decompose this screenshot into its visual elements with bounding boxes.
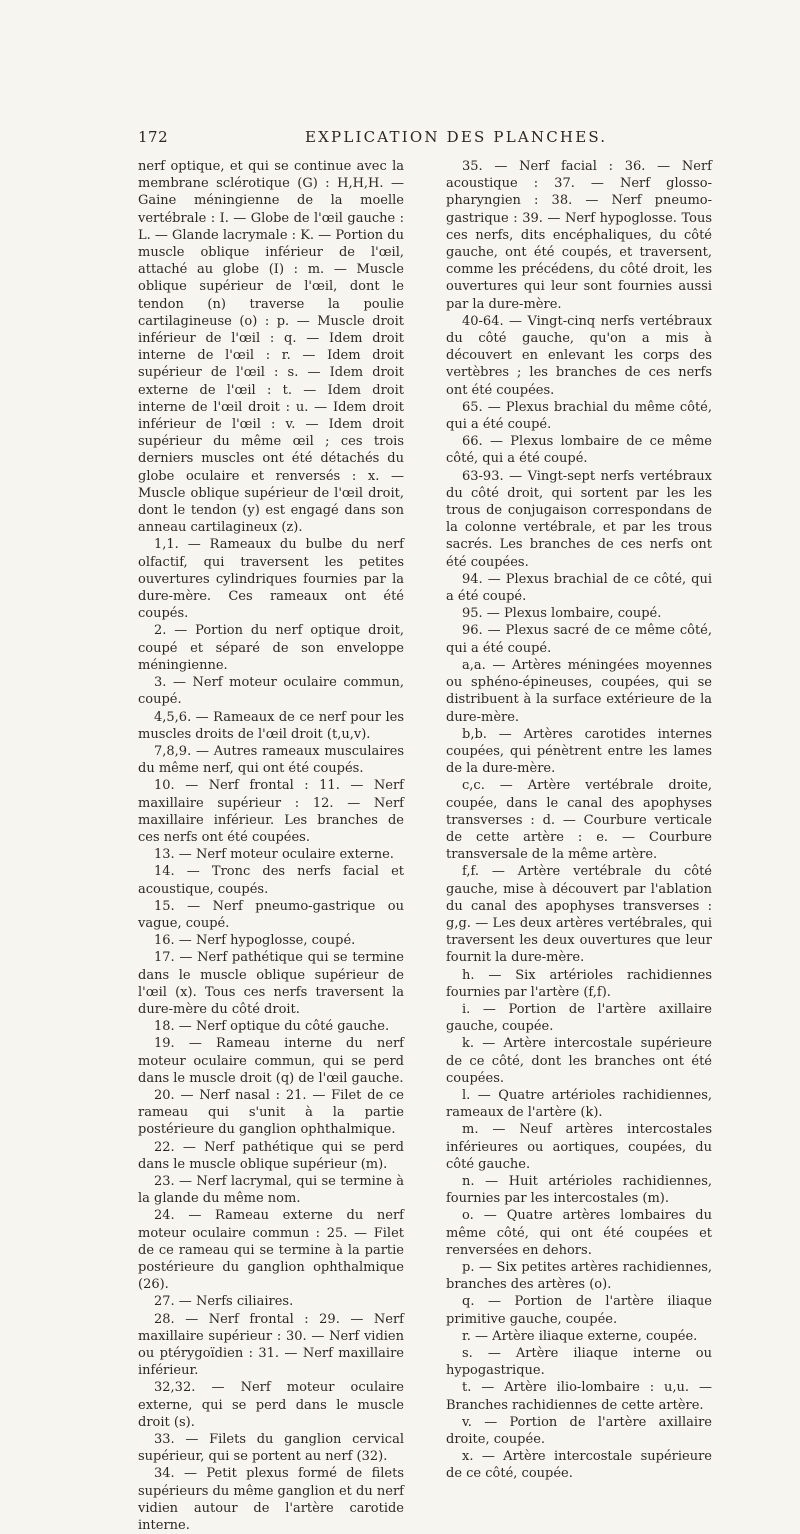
paragraph: 32,32. — Nerf moteur oculaire externe, qui se perd dans le muscle droit (s). (138, 1380, 404, 1430)
left-column (138, 158, 404, 1534)
paragraph: p. — Six petites artères rachidiennes, branches des artères (o). (446, 1260, 712, 1293)
paragraph: 20. — Nerf nasal : 21. — Filet de ce rameau qui s'unit à la partie postérieure du ganglion ophthalmique. (138, 1087, 404, 1138)
paragraph: 16. — Nerf hypoglosse, coupé. (154, 933, 356, 949)
paragraph: v. — Portion de l'artère axillaire droite, coupée. (446, 1414, 712, 1448)
paragraph: 4,5,6. — Rameaux de ce nerf pour les muscles droits de l'œil droit (t,u,v). (138, 709, 404, 742)
paragraph: m. — Neuf artères intercostales inférieures ou aortiques, coupées, du côté gauche. (446, 1122, 712, 1172)
page-number: 172 (138, 128, 169, 146)
paragraph: a,a. — Artères méningées moyennes ou sphéno-épineuses, coupées, qui se distribuent à la surface extérieure de la dure-mère. (446, 657, 712, 725)
paragraph: 18. — Nerf optique du côté gauche. (154, 1019, 390, 1035)
paragraph: 19. — Rameau interne du nerf moteur oculaire commun, qui se perd dans le muscle droit (q) de l'œil gauche. (138, 1036, 404, 1086)
paragraph: 66. — Plexus lombaire de ce même côté, qui a été coupé. (446, 434, 712, 467)
paragraph: 34. — Petit plexus formé de filets supérieurs du même ganglion et du nerf vidien autour de l'artère carotide interne. (138, 1466, 404, 1534)
running-head: EXPLICATION DES PLANCHES. (305, 128, 608, 146)
paragraph: 2. — Portion du nerf optique droit, coupé et séparé de son enveloppe méningienne. (138, 623, 404, 673)
paragraph: s. — Artère iliaque interne ou hypogastrique. (446, 1346, 712, 1379)
paragraph: f,f. — Artère vertébrale du côté gauche, mise à découvert par l'ablation du canal des apophyses transverses : g,g. — Les deux artères vertébrales, qui traversent les deux ouvertures que leur fournit la dure-mère. (446, 864, 712, 966)
paragraph: 1,1. — Rameaux du bulbe du nerf olfactif, qui traversent les petites ouvertures cylindriques fournies par la dure-mère. Ces rameaux ont été coupés. (138, 537, 404, 622)
paragraph: 24. — Rameau externe du nerf moteur oculaire commun : 25. — Filet de ce rameau qui se termine à la partie postérieure du ganglion ophthalmique (26). (138, 1208, 404, 1293)
paragraph: 17. — Nerf pathétique qui se termine dans le muscle oblique supérieur de l'œil (x). Tous ces nerfs traversent la dure-mère du côté droit. (138, 950, 404, 1017)
paragraph: 15. — Nerf pneumo-gastrique ou vague, coupé. (138, 898, 404, 931)
paragraph: 27. — Nerfs ciliaires. (154, 1294, 294, 1310)
paragraph: k. — Artère intercostale supérieure de ce côté, dont les branches ont été coupées. (446, 1036, 712, 1086)
paragraph: 35. — Nerf facial : 36. — Nerf acoustique : 37. — Nerf glosso-pharyngien : 38. — Nerf pneumo-gastrique : 39. — Nerf hypoglosse. Tous ces nerfs, dits encéphaliques, du côté gauche, ont été coupés, et traversent, comme les précédens, du côté droit, les ouvertures qui leur sont fournies aussi par la dure-mère. (446, 159, 712, 312)
paragraph: 10. — Nerf frontal : 11. — Nerf maxillaire supérieur : 12. — Nerf maxillaire inférieur. Les branches de ces nerfs ont été coupées. (138, 778, 404, 845)
paragraph: o. — Quatre artères lombaires du même côté, qui ont été coupées et renversées en dehors. (446, 1208, 712, 1258)
right-column (446, 158, 712, 1483)
paragraph: 63-93. — Vingt-sept nerfs vertébraux du côté droit, qui sortent par les les trous de conjugaison correspondans de la colonne vertébrale, et par les trous sacrés. Les branches de ces nerfs ont été coupées. (446, 468, 712, 570)
paragraph: h. — Six artérioles rachidiennes fournies par l'artère (f,f). (446, 967, 712, 1000)
paragraph: b,b. — Artères carotides internes coupées, qui pénètrent entre les lames de la dure-mère. (446, 726, 712, 777)
paragraph: 94. — Plexus brachial de ce côté, qui a été coupé. (446, 571, 712, 605)
paragraph: 65. — Plexus brachial du même côté, qui a été coupé. (446, 399, 712, 433)
paragraph: 13. — Nerf moteur oculaire externe. (154, 847, 394, 863)
paragraph: t. — Artère ilio-lombaire : u,u. — Branches rachidiennes de cette artère. (446, 1380, 712, 1413)
paragraph: 14. — Tronc des nerfs facial et acoustique, coupés. (138, 864, 404, 897)
paragraph: x. — Artère intercostale supérieure de ce côté, coupée. (446, 1449, 712, 1482)
paragraph: 95. — Plexus lombaire, coupé. (462, 606, 662, 622)
paragraph: q. — Portion de l'artère iliaque primitive gauche, coupée. (446, 1294, 712, 1327)
paragraph: n. — Huit artérioles rachidiennes, fournies par les intercostales (m). (446, 1173, 712, 1207)
paragraph: 22. — Nerf pathétique qui se perd dans le muscle oblique supérieur (m). (138, 1139, 404, 1172)
paragraph: 28. — Nerf frontal : 29. — Nerf maxillaire supérieur : 30. — Nerf vidien ou ptérygoïdien : 31. — Nerf maxillaire inférieur. (138, 1311, 404, 1379)
paragraph: 96. — Plexus sacré de ce même côté, qui a été coupé. (446, 623, 712, 656)
paragraph: i. — Portion de l'artère axillaire gauche, coupée. (446, 1001, 712, 1035)
paragraph: 7,8,9. — Autres rameaux musculaires du même nerf, qui ont été coupés. (138, 743, 404, 777)
paragraph: 40-64. — Vingt-cinq nerfs vertébraux du côté gauche, qu'on a mis à découvert en enlevant les corps des vertèbres ; les branches de ces nerfs ont été coupées. (446, 313, 712, 398)
paragraph: 33. — Filets du ganglion cervical supérieur, qui se portent au nerf (32). (138, 1432, 404, 1465)
paragraph: r. — Artère iliaque externe, coupée. (462, 1328, 698, 1344)
paragraph: c,c. — Artère vertébrale droite, coupée, dans le canal des apophyses transverses : d. — Courbure verticale de cette artère : e. — Courbure transversale de la même artère. (446, 778, 712, 863)
paragraph: l. — Quatre artérioles rachidiennes, rameaux de l'artère (k). (446, 1087, 712, 1121)
paragraph: 3. — Nerf moteur oculaire commun, coupé. (138, 675, 404, 708)
paragraph: nerf optique, et qui se continue avec la membrane sclérotique (G) : H,H,H. — Gaine méningienne de la moelle vertébrale : I. — Globe de l'œil gauche : L. — Glande lacrymale : K. — Portion du muscle oblique inférieur de l'œil, attaché au globe (I) : m. — Muscle oblique supérieur de l'œil, dont le tendon (n) traverse la poulie cartilagineuse (o) : p. — Muscle droit inférieur de l'œil : q. — Idem droit interne de l'œil : r. — Idem droit supérieur de l'œil : s. — Idem droit externe de l'œil : t. — Idem droit interne de l'œil droit : u. — Idem droit inférieur de l'œil : v. — Idem droit supérieur du même œil ; ces trois derniers muscles ont été détachés du globe oculaire et renversés : x. — Muscle oblique supérieur de l'œil droit, dont le tendon (y) est engagé dans son anneau cartilagineux (z). (138, 159, 404, 536)
paragraph: 23. — Nerf lacrymal, qui se termine à la glande du même nom. (138, 1173, 404, 1207)
